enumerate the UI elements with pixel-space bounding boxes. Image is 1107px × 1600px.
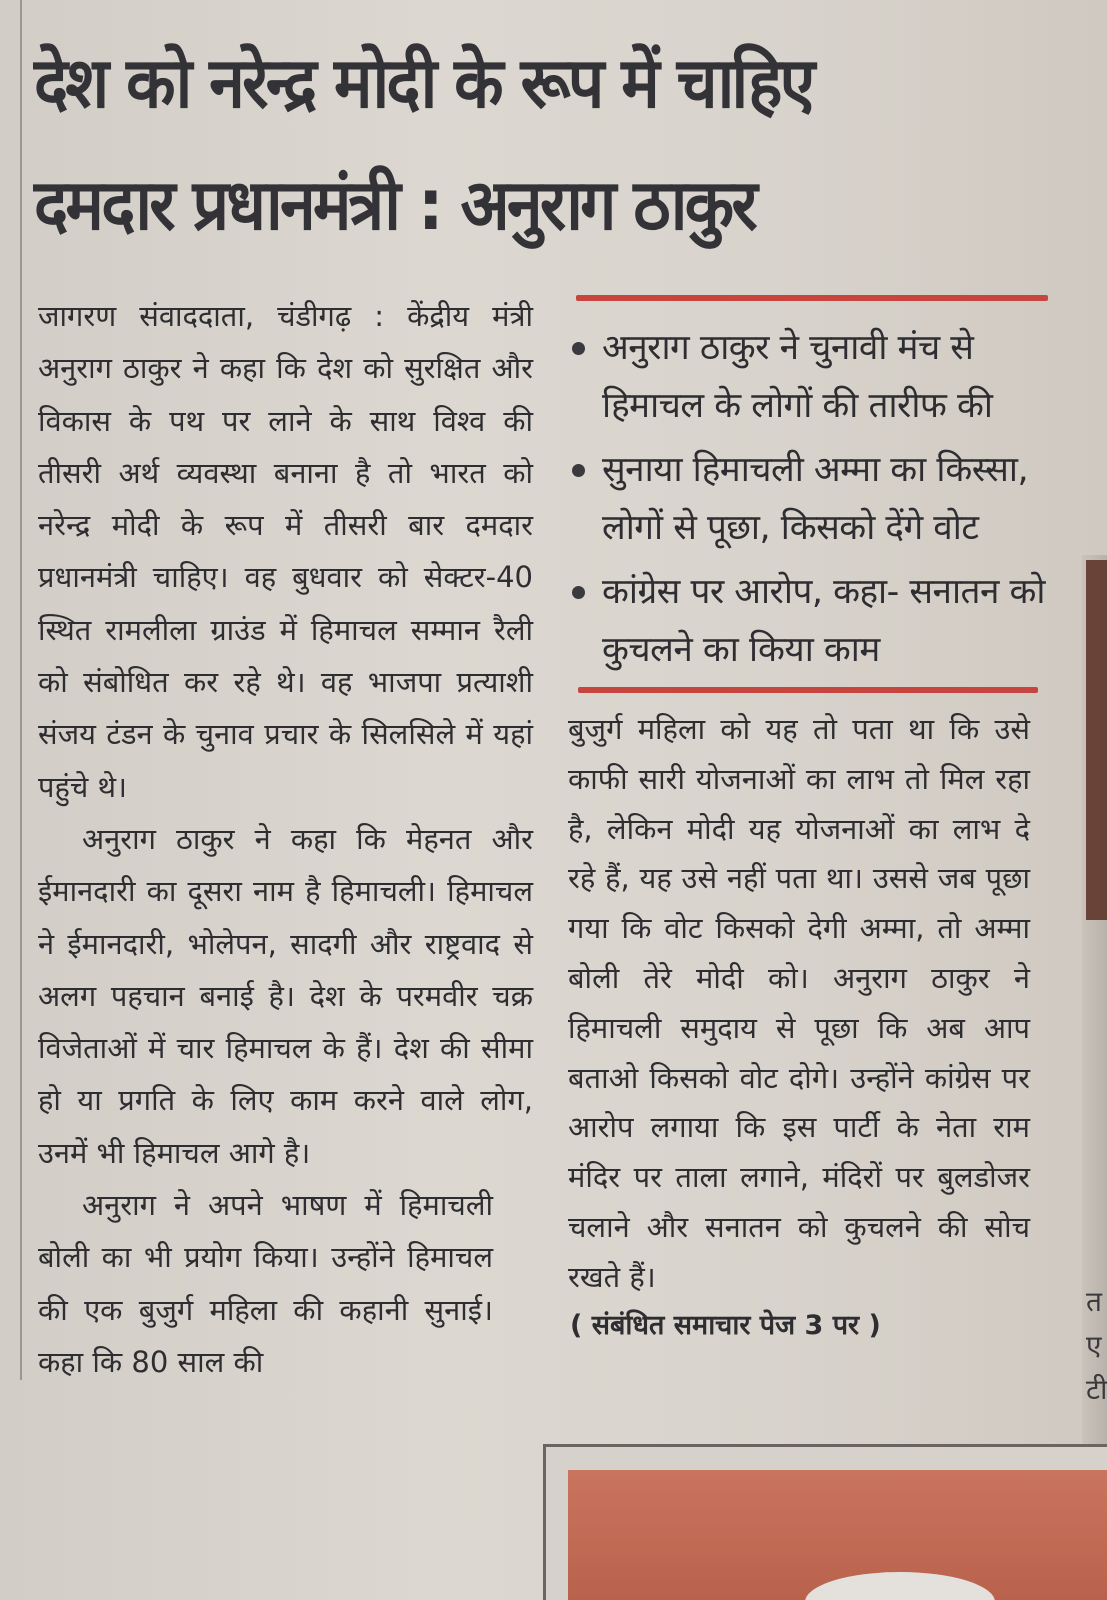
headline-line-1: देश को नरेन्द्र मोदी के रूप में चाहिए — [34, 42, 813, 124]
highlight-text: अनुराग ठाकुर ने चुनावी मंच से हिमाचल के लोगों की तारीफ की — [602, 328, 993, 426]
highlights-box — [568, 319, 1048, 679]
bullet-icon — [572, 342, 585, 355]
bullet-icon — [572, 464, 585, 477]
highlight-text: कांग्रेस पर आरोप, कहा- सनातन को कुचलने का किया काम — [602, 572, 1045, 670]
right-body-text: बुजुर्ग महिला को यह तो पता था कि उसे काफी सारी योजनाओं का लाभ तो मिल रहा है, लेकिन मोदी यह योजनाओं का लाभ दे रहे हैं, यह उसे नहीं पता था। उससे जब पूछा गया कि वोट किसको देगी अम्मा, तो अम्मा बोली तेरे मोदी को। अनुराग ठाकुर ने हिमाचली समुदाय से पूछा कि अब आप बताओ किसको वोट दोगे। उन्होंने कांग्रेस पर आरोप लगाया कि इस पार्टी के नेता राम मंदिर पर ताला लगाने, मंदिरों पर बुलडोजर चलाने और सनातन को कुचलने की सोच रखते हैं। — [568, 712, 1030, 1294]
paragraph-3: अनुराग ने अपने भाषण में हिमाचली बोली का भी प्रयोग किया। उन्होंने हिमाचल की एक बुजुर्ग महिला की कहानी सुनाई। कहा कि 80 साल की — [38, 1188, 493, 1379]
paragraph-1: जागरण संवाददाता, चंडीगढ़ : केंद्रीय मंत्री अनुराग ठाकुर ने कहा कि देश को सुरक्षित और विकास के पथ पर लाने के साथ विश्व की तीसरी अर्थ व्यवस्था बनाना है तो भारत को नरेन्द्र मोदी के रूप में तीसरी बार दमदार प्रधानमंत्री चाहिए। वह बुधवार को सेक्टर-40 स्थित रामलीला ग्राउंड में हिमाचल सम्मान रैली को संबोधित कर रहे थे। वह भाजपा प्रत्याशी संजय टंडन के चुनाव प्रचार के सिलसिले में यहां पहुंचे थे। — [38, 299, 533, 804]
headline-line-2: दमदार प्रधानमंत्री : अनुराग ठाकुर — [34, 164, 755, 246]
adjacent-text-fragment: त ए टी — [1086, 1285, 1107, 1406]
right-column — [568, 295, 1048, 1342]
highlight-item — [568, 441, 1048, 557]
left-column — [38, 290, 533, 1388]
headline — [34, 22, 1000, 266]
related-news-note: ( संबंधित समाचार पेज 3 पर ) — [570, 1309, 881, 1341]
bullet-icon — [572, 586, 585, 599]
column-divider — [20, 0, 22, 1380]
adjacent-photo-edge — [1086, 560, 1107, 920]
paragraph-2: अनुराग ठाकुर ने कहा कि मेहनत और ईमानदारी का दूसरा नाम है हिमाचली। हिमाचल ने ईमानदारी, भोलेपन, सादगी और राष्ट्रवाद से अलग पहचान बनाई है। देश के परमवीर चक्र विजेताओं में चार हिमाचल के हैं। देश की सीमा हो या प्रगति के लिए काम करने वाले लोग, उनमें भी हिमाचल आगे है। — [38, 821, 533, 1170]
highlight-item — [568, 563, 1048, 679]
highlight-top-rule — [576, 295, 1048, 301]
highlight-bottom-rule — [578, 687, 1038, 693]
highlight-item — [568, 319, 1048, 435]
highlight-text: सुनाया हिमाचली अम्मा का किस्सा, लोगों से पूछा, किसको देंगे वोट — [602, 450, 1029, 548]
